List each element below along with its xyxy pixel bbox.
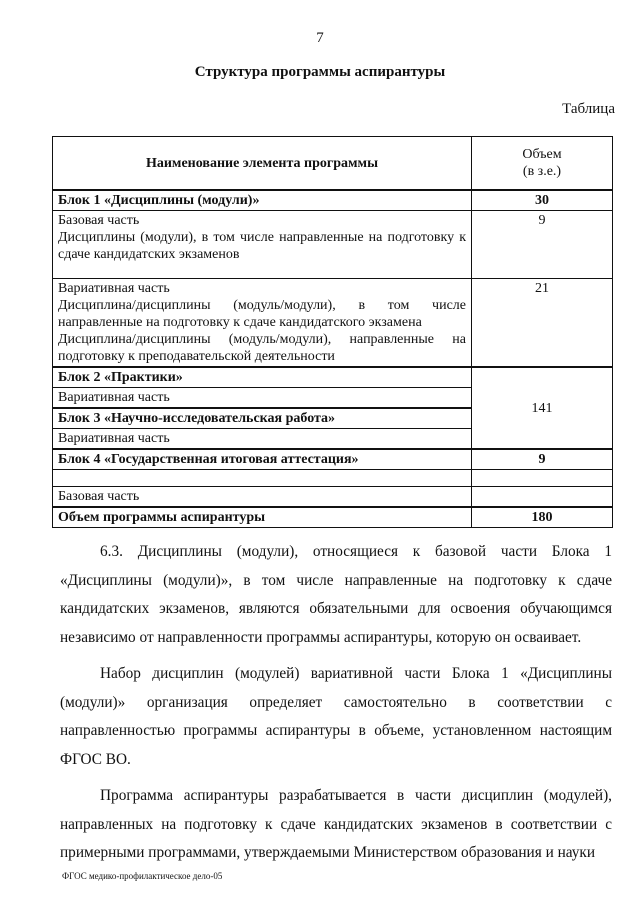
- block1-variative-cell: [53, 279, 472, 368]
- total-value: 180: [472, 507, 613, 528]
- block2-title: Блок 2 «Практики»: [53, 367, 472, 388]
- block4-row: [53, 449, 613, 470]
- block4-value: 9: [472, 449, 613, 470]
- block4-basic-row: [53, 487, 613, 508]
- block2-variative-label: Вариативная часть: [53, 388, 472, 409]
- block4-spacer-cell: [53, 470, 472, 487]
- footer-note: ФГОС медико-профилактическое дело-05: [62, 871, 223, 881]
- total-row: [53, 507, 613, 528]
- header-volume-cell: [472, 137, 613, 191]
- block1-title: Блок 1 «Дисциплины (модули)»: [53, 190, 472, 211]
- header-name-cell: Наименование элемента программы: [53, 137, 472, 191]
- header-volume-line1: Объем: [522, 147, 562, 162]
- block4-basic-label: Базовая часть: [53, 487, 472, 508]
- block1-variative-desc2: Дисциплина/дисциплины (модуль/модули), направленные на подготовку к преподавательской деятельности: [58, 332, 466, 364]
- block1-basic-value: 9: [472, 211, 613, 279]
- paragraph-variative-set: Набор дисциплин (модулей) вариативной части Блока 1 «Дисциплины (модули)» организация определяет самостоятельно в соответствии с направленностью программы аспирантуры в объеме, установленном настоящим ФГОС ВО.: [60, 665, 612, 768]
- block1-variative-value: 21: [472, 279, 613, 368]
- block23-value: 141: [472, 367, 613, 449]
- table-label: Таблица: [562, 101, 615, 117]
- table-header-row: [53, 137, 613, 191]
- block1-basic-cell: [53, 211, 472, 279]
- block1-variative-row: [53, 279, 613, 368]
- block4-spacer-row: [53, 470, 613, 487]
- block1-basic-desc: Дисциплины (модули), в том числе направленные на подготовку к сдаче кандидатских экзаменов: [58, 230, 466, 262]
- block3-title: Блок 3 «Научно-исследовательская работа»: [53, 408, 472, 429]
- paragraph-6-3: 6.3. Дисциплины (модули), относящиеся к базовой части Блока 1 «Дисциплины (модули)», в том числе направленные на подготовку к сдаче кандидатских экзаменов, являются обязательными для освоения обучающимся независимо от направленности программы аспирантуры, которую он осваивает.: [60, 543, 612, 646]
- paragraph-program-development: Программа аспирантуры разрабатывается в части дисциплин (модулей), направленных на подготовку к сдаче кандидатских экзаменов в соответствии с примерными программами, утверждаемыми Министерством образования и науки: [60, 787, 612, 861]
- block4-basic-value-cell: [472, 487, 613, 508]
- block1-row: [53, 190, 613, 211]
- block4-title: Блок 4 «Государственная итоговая аттестация»: [53, 449, 472, 470]
- total-label: Объем программы аспирантуры: [53, 507, 472, 528]
- block1-value: 30: [472, 190, 613, 211]
- block3-variative-label: Вариативная часть: [53, 429, 472, 450]
- block1-variative-label: Вариативная часть: [58, 281, 170, 296]
- block1-variative-desc1: Дисциплина/дисциплины (модуль/модули), в том числе направленные на подготовку к сдаче кандидатского экзамена: [58, 298, 466, 330]
- block4-spacer-value-cell: [472, 470, 613, 487]
- block1-basic-label: Базовая часть: [58, 213, 140, 228]
- body-text: [60, 538, 612, 876]
- page-number: 7: [316, 30, 324, 46]
- header-volume-line2: (в з.е.): [522, 164, 562, 179]
- block1-basic-row: [53, 211, 613, 279]
- page-title: Структура программы аспирантуры: [194, 64, 446, 80]
- program-structure-table: [52, 136, 613, 528]
- block2-row: [53, 367, 613, 388]
